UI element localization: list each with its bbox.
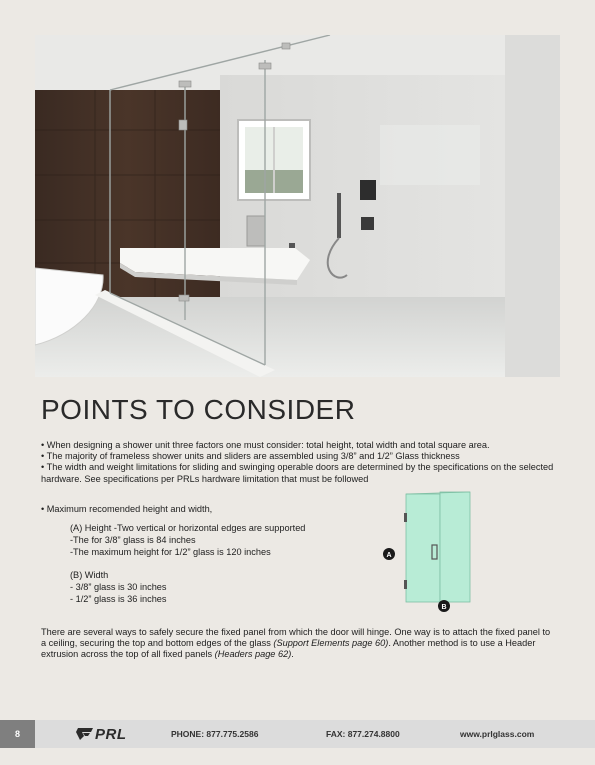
footer-website[interactable]: www.prlglass.com <box>460 729 535 739</box>
shower-photo <box>35 35 560 377</box>
closing-text: . Another method is to use a Header extrusion across the top of all fixed panels <box>41 638 536 660</box>
prl-logo <box>76 725 127 743</box>
closing-text: There are several ways to safely secure the fixed panel from which the door will hinge. One way is to attach the fixed panel to a ceiling, securing the top and bottom edges of the glass <box>41 627 551 649</box>
shower-door-diagram <box>378 486 488 614</box>
label-a: A <box>386 552 392 559</box>
wall-clip-icon <box>404 580 407 589</box>
width-spec-block <box>70 569 167 605</box>
headers-ref: (Headers page 62) <box>214 649 292 660</box>
height-spec-line: -The for 3/8” glass is 84 inches <box>70 535 196 545</box>
support-elements-ref: (Support Elements page 60) <box>273 638 389 649</box>
consideration-bullets <box>41 440 557 485</box>
footer-fax: FAX: 877.274.8800 <box>326 729 400 739</box>
width-spec-line: (B) Width <box>70 570 109 580</box>
glass-panel-door <box>440 492 470 602</box>
wall-clip-icon <box>404 513 407 522</box>
height-spec-line: (A) Height -Two vertical or horizontal edges are supported <box>70 523 306 533</box>
height-spec-line: -The maximum height for 1/2” glass is 120 inches <box>70 547 271 557</box>
max-size-bullet: • Maximum recomended height and width, <box>41 504 213 514</box>
prl-logo-mark-icon <box>76 727 94 741</box>
glass-panel-fixed <box>406 494 440 602</box>
page-number: 8 <box>0 720 35 748</box>
closing-text: . <box>291 649 294 660</box>
label-b: B <box>441 604 447 611</box>
page-footer <box>0 720 595 748</box>
bullet-item: • When designing a shower unit three factors one must consider: total height, total width and total square area. <box>41 440 490 450</box>
footer-phone: PHONE: 877.775.2586 <box>171 729 259 739</box>
width-spec-line: - 1/2” glass is 36 inches <box>70 594 167 604</box>
logo-text: PRL <box>95 725 127 743</box>
closing-paragraph <box>41 627 557 661</box>
width-spec-line: - 3/8” glass is 30 inches <box>70 582 167 592</box>
height-spec-block <box>70 522 305 558</box>
bullet-item: • The width and weight limitations for sliding and swinging operable doors are determined by the specifications on the selected hardware. See specifications per PRLs hardware limitation that must be followed <box>41 462 554 484</box>
bullet-item: • The majority of frameless shower units and sliders are assembled using 3/8” and 1/2” Glass thickness <box>41 451 460 462</box>
page-title: POINTS TO CONSIDER <box>41 394 356 425</box>
